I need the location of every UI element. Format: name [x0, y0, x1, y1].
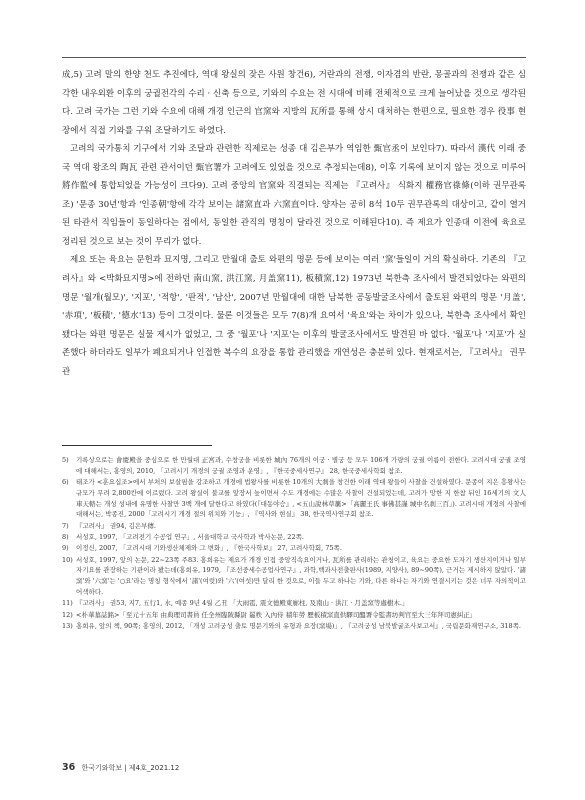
footnote-text: 태조가 <훈요십조>에서 부처의 보살핌을 강조하고 개경에 법왕사를 비롯한 10개의 大刹을 창건한 이래 역대 왕들이 사찰을 건설하였다. 문종이 지은 흥왕사는 규모가 무려 2,800칸에 이르렀다. 고려 왕실이 불교를 앞장서 높이면서 수도 개경에는 수많은 사찰이 건설되었는데, 고려가 망한 지 한참 뒤인 16세기의 文人 車天輅는 개성 성내에 유명한 사찰만 3백 개에 달한다고 하였다(『대동야승』, <五山說林草藁>「高麗王氏 事佛甚謹 城中名刹三百」). 고려시대 개경의 사찰에 대해서는, 박종진, 2000「고려시기 개경 절의 위치와 기능」, 『역사와 현실』 38, 한국역사연구회 참조.: [76, 478, 526, 519]
footnote-number: 12): [62, 610, 73, 619]
footnote: [62, 532, 526, 543]
footnote-text: 서성호, 1997, 「고려전기 수공업 연구」, 서울대학교 국사학과 박사논문, 22쪽.: [76, 533, 304, 542]
footnote: [62, 555, 526, 598]
footnote-number: 6): [62, 478, 69, 487]
header-rule: [62, 57, 526, 58]
footnote-list: [62, 455, 526, 632]
journal-title: 한국기와학보 | 제4호_2021.12: [81, 764, 180, 772]
body-paragraph: 成,5) 고려 말의 한양 천도 추진에다, 역대 왕실의 잦은 사원 창건6), 거란과의 전쟁, 이자겸의 반란, 몽골과의 전쟁과 같은 심각한 내우외환 이후의 궁궐전각의 수리 · 신축 등으로, 기와의 수요는 전 시대에 비해 전체적으로 크게 늘어났을 것으로 생각된다. 고려 국가는 그런 기와 수요에 대해 개경 인근의 官窯와 지방의 瓦所를 통해 상시 대처하는 한편으로, 필요한 경우 役事 현장에서 직접 기와를 구워 조달하기도 하였다.: [62, 70, 526, 136]
footnote-number: 8): [62, 533, 69, 542]
body-text: [62, 66, 526, 381]
footnote: [62, 521, 526, 532]
body-paragraph: 고려의 국가통치 기구에서 기와 조달과 관련한 직제로는 성종 대 김은부가 역임한 甄官丞이 보인다7). 따라서 漢代 이래 중국 역대 왕조의 陶瓦 관련 관서이던 甄官署가 고려에도 있었을 것으로 추정되는데8), 이후 기록에 보이지 않는 것으로 미루어 將作監에 통합되었을 가능성이 크다9). 고려 중앙의 官窯와 직결되는 직제는 『고려사』 식화지 權務官祿條(이하 권무관록조) '문종 30년'항과 '인종朝'항에 각각 보이는 諸窯直과 六窯直이다. 양자는 공히 8석 10두 권무관록의 대상이고, 같이 열거된 타관서 직임들이 동일하다는 점에서, 동일한 관직의 명칭이 달라진 것으로 이해된다10). 즉 제요가 인종대 이전에 육요로 정리된 것으로 보는 것이 무리가 없다.: [62, 144, 526, 247]
footnote: [62, 621, 526, 632]
footnote-text: 홍희유, 앞의 책, 90쪽; 홍영의, 2012, 「개성 고려궁성 출토 명문기와의 유형과 요장(窯場)」, 『고려궁성 남북발굴조사보고서』, 국립문화재연구소, 318쪽.: [76, 621, 521, 630]
footnote-text: 『고려사』 권53, 지7, 五行1, 水, 예종 9년 4월 乙丑 「大雨雹, 震文德殿東廊柱, 及南山 · 洪江 · 月盖窯等處樹木.」: [76, 599, 409, 608]
footnote-number: 7): [62, 521, 69, 530]
footnote-text: 이정신, 2007, 「고려시대 기와생산체제와 그 변화」, 『한국사학보』 27, 고려사학회, 75쪽.: [76, 544, 342, 553]
footnote: [62, 477, 526, 520]
footnote-number: 5): [62, 456, 69, 464]
footnote: [62, 610, 526, 621]
footnote-number: 11): [62, 599, 73, 608]
body-paragraph: 제요 또는 육요는 문헌과 묘지명, 그리고 만월대 출토 와편의 명문 등에 보이는 여러 '窯'들일이 거의 확실하다. 기존의 『고려사』와 <박화묘지명>에 전하던 南山窯, 洪江窯, 月盖窯11), 板積窯,12) 1973년 북한측 조사에서 발견되었다는 와편의 명문 '월개(월모)', '지포', '적항', '판적', '남산', 2007년 만월대에 대한 남북한 공동발굴조사에서 출토된 와편의 명문 '月盖', '赤項', '板積', '德水'13) 등이 그것이다. 물론 이것들은 모두 7(8)개 요여서 '육요'와는 차이가 있으나, 북한측 조사에서 확인됐다는 와편 명문은 실물 제시가 없었고, 그 중 '월포'나 '지포'는 이후의 발굴조사에서도 발견된 바 없다. '월포'나 '지포'가 실존했다 하더라도 일부가 폐요되거나 인접한 복수의 요장을 통합 관리했을 개연성은 충분히 있다. 현재로서는, 『고려사』 권무관: [62, 255, 526, 377]
footnote: [62, 455, 526, 477]
footnote-number: 10): [62, 555, 73, 564]
footnote-number: 13): [62, 621, 73, 630]
footnote-separator: [62, 445, 212, 446]
paper-page: [62, 0, 526, 800]
page-number: 36: [62, 762, 76, 773]
footnote: [62, 598, 526, 609]
footnote-text: <朴華墓誌銘>「至元十五年 由典理司書員 任全州臨陂縣尉 罷秩 入內侍 積年勞 歷板積窯直供驛司醞署令監書坊判官至大三年拜司憲糾正」: [76, 610, 477, 619]
page-footer: [62, 762, 179, 773]
footnote-text: 기록상으로는 會慶殿을 중심으로 한 만월대 正宮과, 수창궁을 비롯한 城內 76개의 이궁 · 별궁 등 모두 106개 가량의 궁궐 이름이 전한다. 고려시대 궁궐 조영에 대해서는, 홍영의, 2010, 「고려시기 개경의 궁궐 조영과 운영」, 『한국중세사연구』 28, 한국중세사학회 참조.: [76, 456, 526, 475]
footnote-text: 『고려사』 권94, 김은부傳.: [76, 521, 156, 530]
footnote: [62, 543, 526, 554]
footnote-text: 서성호, 1997, 앞의 논문, 22~23쪽 주83. 홍희유는 제요가 개경 인접 중앙직속요이거나, 瓦所를 관리하는 관청이고, 육요는 중요한 도자기 생산지이거나 일부 자기요를 관장하는 기관이라 봤는데(홍희유, 1979, 『조선중세수공업사연구』, 과학,백과사전출판사(1989, 지양사), 89~90쪽), 근거는 제시하지 않았다. '諸窯'와 '六窯'는 '○요'라는 명칭 형식에서 '諸'(여럿)와 '六'(여섯)만 달리 한 것으로, 이들 두고 하나는 기와, 다른 하나는 자기와 연결시키는 것은 너무 자의적이고 어색하다.: [76, 555, 526, 597]
footnote-number: 9): [62, 544, 69, 553]
